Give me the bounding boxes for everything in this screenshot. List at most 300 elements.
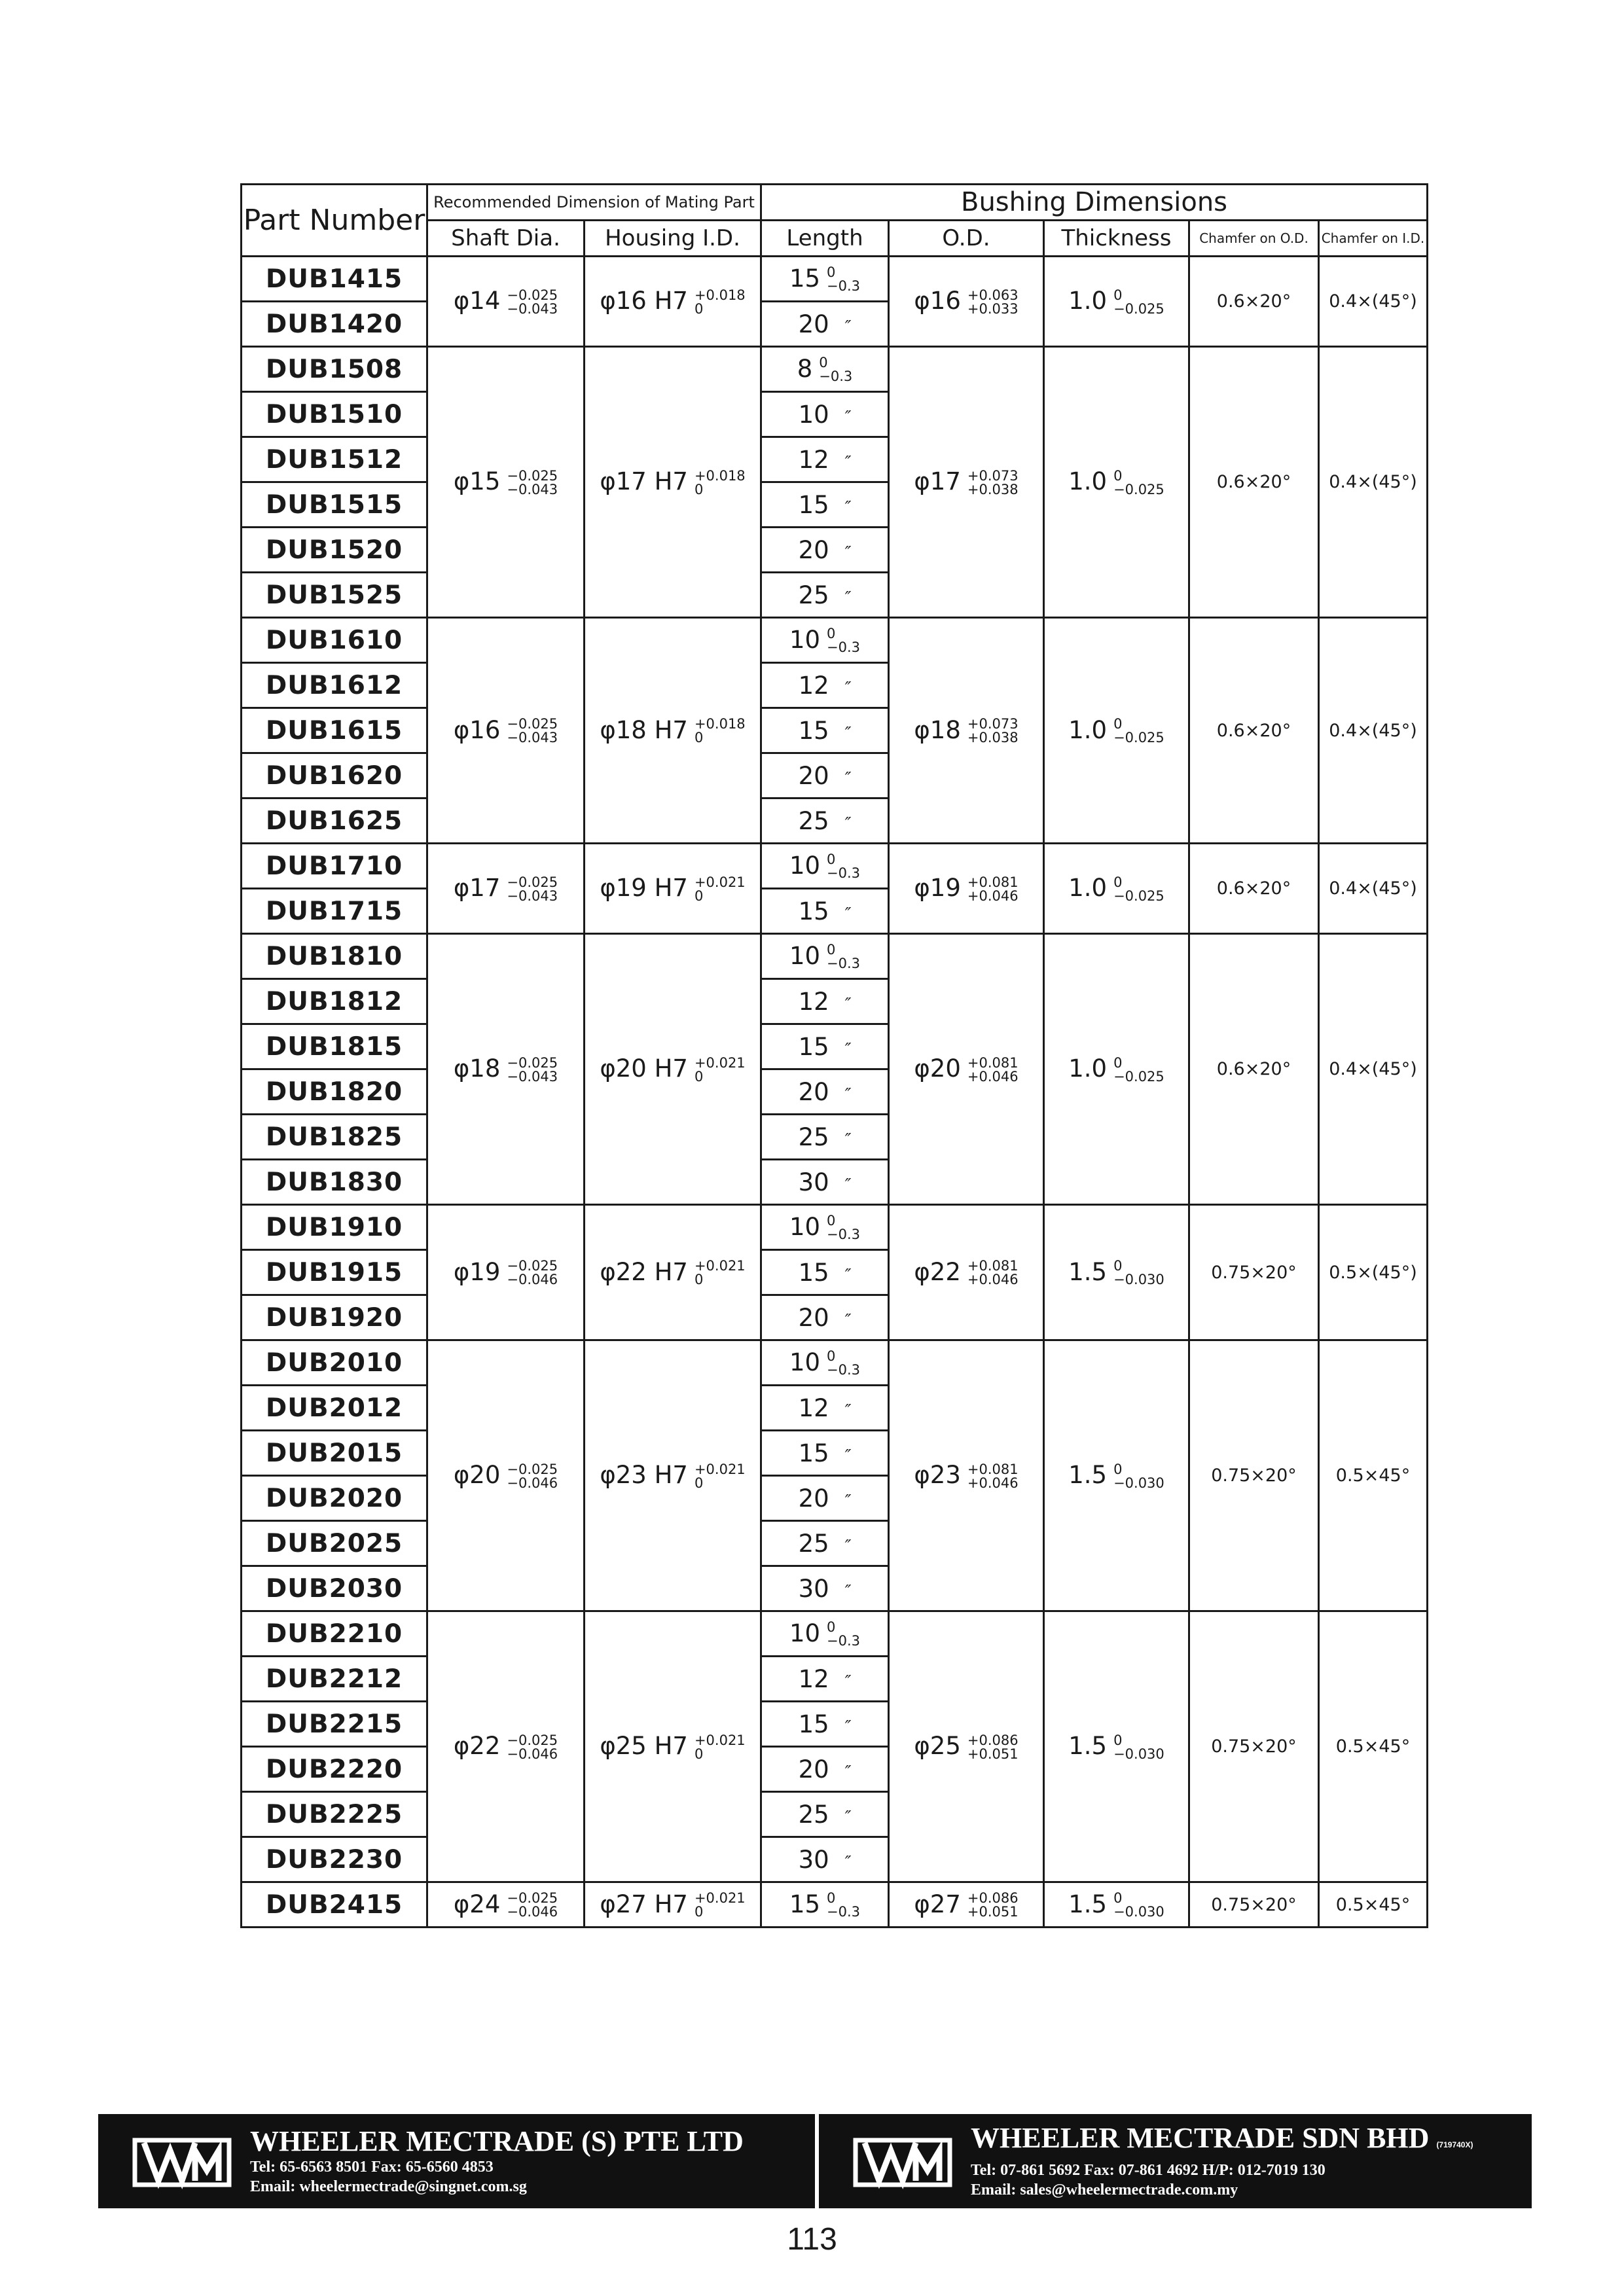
shaft-dia-tol-upper: −0.025 [507,467,558,484]
length-cell [761,1792,889,1837]
thickness-value: 1.0 [1068,287,1108,315]
part-number-cell: DUB1610 [242,618,427,663]
od-tol-lower: +0.046 [967,1068,1019,1085]
housing-id-value: φ27 H7 [600,1890,688,1918]
length-value: 30 [798,1168,829,1196]
footer-left-name: WHEELER MECTRADE (S) PTE LTD [250,2125,744,2157]
ditto-mark: ″ [844,1446,852,1466]
thickness-tolerance [1113,1056,1164,1084]
length-value: 25 [798,1122,829,1151]
length-value: 20 [798,1484,829,1513]
footer-left [98,2114,815,2208]
thickness-tol-upper: 0 [1113,716,1123,732]
header-thickness: Thickness [1044,221,1189,257]
length-cell [761,1250,889,1295]
length-value: 12 [798,1664,829,1693]
length-cell [761,1386,889,1431]
thickness-tolerance [1113,1892,1164,1919]
part-number-cell: DUB1812 [242,979,427,1024]
od-tol-lower: +0.046 [967,1272,1019,1288]
shaft-dia-value: φ16 [453,715,501,744]
length-cell [761,257,889,302]
shaft-dia-tolerance [507,1259,558,1287]
od-tol-lower: +0.046 [967,1475,1019,1491]
od-value: φ22 [914,1257,961,1286]
footer-right-phone: Tel: 07-861 5692 Fax: 07-861 4692 H/P: 012-7019 130 [971,2162,1326,2179]
length-tol-upper: 0 [827,852,836,868]
footer-left-email: Email: wheelermectrade@singnet.com.sg [250,2178,527,2195]
housing-id-tol-lower: 0 [694,1475,704,1491]
part-number-cell: DUB1510 [242,392,427,437]
length-value: 25 [798,806,829,835]
header-length: Length [761,221,889,257]
shaft-dia-tolerance [507,1463,558,1490]
length-cell [761,1837,889,1882]
housing-id-tol-upper: +0.021 [694,1054,746,1071]
length-tol-upper: 0 [827,1619,836,1636]
length-tol-lower: −0.3 [827,1633,861,1649]
od-value: φ18 [914,715,961,744]
housing-id-cell [585,1340,761,1611]
length-cell [761,1521,889,1566]
thickness-tol-upper: 0 [1113,1732,1123,1748]
od-tol-upper: +0.081 [967,1054,1019,1071]
thickness-value: 1.0 [1068,715,1108,744]
shaft-dia-tolerance [507,1892,558,1919]
length-value: 10 [789,1348,821,1376]
housing-id-tolerance [695,1734,746,1761]
table-row [242,347,1428,392]
length-cell [761,1747,889,1792]
table-row [242,1882,1428,1928]
housing-id-value: φ20 H7 [600,1054,688,1083]
ditto-mark: ″ [844,1852,852,1873]
thickness-tol-upper: 0 [1113,874,1123,890]
shaft-dia-tol-lower: −0.043 [507,300,558,317]
housing-id-cell [585,934,761,1205]
chamfer-od-cell: 0.6×20° [1189,257,1319,347]
part-number-cell: DUB1715 [242,889,427,934]
footer-right-email: Email: sales@wheelermectrade.com.my [971,2181,1238,2198]
od-tol-lower: +0.046 [967,888,1019,904]
ditto-mark: ″ [844,723,852,744]
length-value: 25 [798,1800,829,1829]
length-value: 20 [798,310,829,338]
shaft-dia-cell [427,257,585,347]
length-value: 10 [789,625,821,654]
length-cell [761,844,889,889]
thickness-tol-upper: 0 [1113,1258,1123,1274]
shaft-dia-cell [427,618,585,844]
shaft-dia-tol-lower: −0.046 [507,1904,558,1920]
shaft-dia-value: φ24 [453,1890,501,1918]
length-value: 10 [789,941,821,970]
part-number-cell: DUB1508 [242,347,427,392]
length-value: 15 [798,490,829,519]
ditto-mark: ″ [844,1717,852,1737]
part-number-cell: DUB1420 [242,302,427,347]
thickness-value: 1.5 [1068,1257,1108,1286]
housing-id-tol-lower: 0 [694,1746,704,1762]
length-value: 8 [797,354,813,383]
length-tolerance [827,1350,860,1377]
length-cell [761,392,889,437]
housing-id-tolerance [695,1259,746,1287]
housing-id-value: φ23 H7 [600,1461,688,1490]
chamfer-id-cell: 0.4×(45°) [1319,844,1428,934]
chamfer-id-cell: 0.5×45° [1319,1340,1428,1611]
ditto-mark: ″ [844,1130,852,1150]
length-tol-upper: 0 [819,355,828,371]
thickness-tol-lower: −0.030 [1113,1746,1164,1762]
length-cell [761,302,889,347]
thickness-cell [1044,1611,1189,1882]
shaft-dia-value: φ19 [453,1257,501,1286]
thickness-tol-lower: −0.025 [1113,1068,1164,1085]
chamfer-id-cell: 0.4×(45°) [1319,618,1428,844]
shaft-dia-cell [427,1611,585,1882]
part-number-cell: DUB1830 [242,1160,427,1205]
table-row [242,934,1428,979]
ditto-mark: ″ [844,1085,852,1105]
thickness-tol-upper: 0 [1113,1890,1123,1907]
housing-id-value: φ16 H7 [600,287,688,315]
ditto-mark: ″ [844,407,852,427]
chamfer-id-cell: 0.5×45° [1319,1611,1428,1882]
length-cell [761,753,889,798]
od-cell [889,1882,1044,1928]
header-recommended: Recommended Dimension of Mating Part [427,185,761,221]
part-number-cell: DUB1625 [242,798,427,844]
housing-id-cell [585,844,761,934]
shaft-dia-tol-upper: −0.025 [507,1461,558,1477]
thickness-tolerance [1113,876,1164,903]
shaft-dia-value: φ17 [453,874,501,903]
header-shaft-dia: Shaft Dia. [427,221,585,257]
chamfer-od-cell: 0.6×20° [1189,347,1319,618]
ditto-mark: ″ [844,678,852,698]
thickness-tol-upper: 0 [1113,287,1123,303]
od-tol-lower: +0.038 [967,481,1019,497]
thickness-tol-upper: 0 [1113,1461,1123,1477]
od-tol-lower: +0.038 [967,730,1019,746]
housing-id-tol-upper: +0.021 [694,1461,746,1477]
od-value: φ20 [914,1054,961,1083]
length-tolerance [827,266,860,293]
od-tolerance [967,876,1019,903]
length-tolerance [827,627,860,655]
thickness-cell [1044,1882,1189,1928]
thickness-tolerance [1113,1259,1164,1287]
thickness-value: 1.0 [1068,874,1108,903]
length-value: 15 [798,1710,829,1738]
part-number-cell: DUB2025 [242,1521,427,1566]
part-number-cell: DUB2220 [242,1747,427,1792]
header-chamfer-id: Chamfer on I.D. [1319,221,1428,257]
shaft-dia-value: φ14 [453,287,501,315]
ditto-mark: ″ [844,317,852,337]
housing-id-cell [585,1882,761,1928]
shaft-dia-tol-upper: −0.025 [507,1890,558,1907]
thickness-cell [1044,844,1189,934]
length-cell [761,1702,889,1747]
housing-id-tol-lower: 0 [694,730,704,746]
length-tol-lower: −0.3 [827,1904,861,1920]
length-cell [761,663,889,708]
length-tol-lower: −0.3 [827,865,861,882]
od-cell [889,1205,1044,1340]
length-cell [761,1205,889,1250]
length-tolerance [827,1892,860,1919]
od-tol-lower: +0.051 [967,1904,1019,1920]
shaft-dia-cell [427,1340,585,1611]
wm-logo-icon [130,2131,234,2191]
part-number-cell: DUB1710 [242,844,427,889]
chamfer-od-cell: 0.75×20° [1189,1611,1319,1882]
housing-id-tol-upper: +0.018 [694,716,746,732]
shaft-dia-cell [427,934,585,1205]
length-cell [761,1069,889,1115]
thickness-cell [1044,1340,1189,1611]
header-bushing: Bushing Dimensions [761,185,1428,221]
part-number-cell: DUB1810 [242,934,427,979]
length-cell [761,708,889,753]
shaft-dia-tol-lower: −0.046 [507,1746,558,1762]
thickness-cell [1044,618,1189,844]
length-value: 20 [798,1077,829,1106]
length-cell [761,1611,889,1657]
od-tolerance [967,1463,1019,1490]
thickness-cell [1044,347,1189,618]
length-cell [761,798,889,844]
od-tol-upper: +0.073 [967,467,1019,484]
housing-id-tol-lower: 0 [694,1068,704,1085]
housing-id-tol-lower: 0 [694,888,704,904]
ditto-mark: ″ [844,1807,852,1827]
od-cell [889,844,1044,934]
shaft-dia-tol-lower: −0.043 [507,888,558,904]
table-row [242,1340,1428,1386]
part-number-cell: DUB2225 [242,1792,427,1837]
thickness-tol-lower: −0.030 [1113,1272,1164,1288]
housing-id-tol-lower: 0 [694,1904,704,1920]
shaft-dia-tolerance [507,1734,558,1761]
thickness-tolerance [1113,717,1164,745]
length-value: 20 [798,1303,829,1332]
length-value: 15 [798,1258,829,1287]
part-number-cell: DUB2020 [242,1476,427,1521]
housing-id-cell [585,618,761,844]
footer-right-name: WHEELER MECTRADE SDN BHD [971,2122,1430,2154]
part-number-cell: DUB2212 [242,1657,427,1702]
thickness-tol-upper: 0 [1113,1054,1123,1071]
part-number-cell: DUB2415 [242,1882,427,1928]
shaft-dia-tol-upper: −0.025 [507,1732,558,1748]
length-value: 20 [798,761,829,790]
housing-id-tol-lower: 0 [694,481,704,497]
housing-id-tolerance [695,1463,746,1490]
ditto-mark: ″ [844,1581,852,1602]
chamfer-od-cell: 0.6×20° [1189,934,1319,1205]
ditto-mark: ″ [844,452,852,473]
length-cell [761,528,889,573]
part-number-cell: DUB1910 [242,1205,427,1250]
thickness-tol-lower: −0.030 [1113,1904,1164,1920]
length-cell [761,1024,889,1069]
shaft-dia-tol-upper: −0.025 [507,1258,558,1274]
length-tol-lower: −0.3 [827,278,861,295]
length-value: 12 [798,671,829,700]
part-number-cell: DUB1515 [242,482,427,528]
part-number-cell: DUB2210 [242,1611,427,1657]
part-number-cell: DUB1525 [242,573,427,618]
part-number-cell: DUB1920 [242,1295,427,1340]
ditto-mark: ″ [844,904,852,924]
od-tolerance [967,1259,1019,1287]
od-tolerance [967,1056,1019,1084]
thickness-tol-lower: −0.030 [1113,1475,1164,1491]
ditto-mark: ″ [844,814,852,834]
length-cell [761,1657,889,1702]
length-cell [761,1115,889,1160]
footer [98,2114,1532,2208]
housing-id-value: φ25 H7 [600,1732,688,1761]
ditto-mark: ″ [844,543,852,563]
shaft-dia-value: φ22 [453,1732,501,1761]
thickness-cell [1044,257,1189,347]
ditto-mark: ″ [844,1310,852,1331]
length-value: 15 [798,1439,829,1467]
od-cell [889,1340,1044,1611]
od-cell [889,618,1044,844]
part-number-cell: DUB1520 [242,528,427,573]
footer-right [815,2114,1532,2208]
ditto-mark: ″ [844,994,852,1014]
length-value: 30 [798,1845,829,1874]
part-number-cell: DUB1815 [242,1024,427,1069]
chamfer-id-cell: 0.4×(45°) [1319,347,1428,618]
chamfer-id-cell: 0.4×(45°) [1319,934,1428,1205]
part-number-cell: DUB1615 [242,708,427,753]
shaft-dia-value: φ20 [453,1461,501,1490]
part-number-cell: DUB2010 [242,1340,427,1386]
od-tol-upper: +0.073 [967,716,1019,732]
length-tol-upper: 0 [827,1890,836,1907]
thickness-tolerance [1113,289,1164,316]
shaft-dia-cell [427,1205,585,1340]
length-tol-upper: 0 [827,1213,836,1229]
shaft-dia-tolerance [507,876,558,903]
header-od: O.D. [889,221,1044,257]
length-cell [761,1476,889,1521]
table-row [242,1611,1428,1657]
housing-id-cell [585,1611,761,1882]
housing-id-tol-upper: +0.021 [694,874,746,890]
length-tolerance [827,1214,860,1242]
thickness-tolerance [1113,469,1164,497]
length-tol-lower: −0.3 [827,1227,861,1243]
shaft-dia-tolerance [507,717,558,745]
od-value: φ25 [914,1732,961,1761]
length-cell [761,1431,889,1476]
header-chamfer-od: Chamfer on O.D. [1189,221,1319,257]
length-value: 12 [798,1393,829,1422]
od-value: φ19 [914,874,961,903]
ditto-mark: ″ [844,1401,852,1421]
length-tol-lower: −0.3 [819,368,853,385]
length-tol-upper: 0 [827,626,836,642]
ditto-mark: ″ [844,1536,852,1556]
length-cell [761,437,889,482]
housing-id-tolerance [695,289,746,316]
shaft-dia-tolerance [507,469,558,497]
footer-right-reg: (719740X) [1436,2140,1473,2149]
part-number-cell: DUB2030 [242,1566,427,1611]
thickness-value: 1.5 [1068,1890,1108,1918]
shaft-dia-tol-lower: −0.043 [507,481,558,497]
shaft-dia-tol-upper: −0.025 [507,1054,558,1071]
housing-id-value: φ17 H7 [600,467,688,496]
shaft-dia-cell [427,1882,585,1928]
part-number-cell: DUB1825 [242,1115,427,1160]
length-value: 12 [798,987,829,1016]
thickness-tol-lower: −0.025 [1113,888,1164,904]
length-tolerance [827,943,860,971]
length-value: 25 [798,1529,829,1558]
shaft-dia-tol-lower: −0.046 [507,1272,558,1288]
housing-id-tolerance [695,1892,746,1919]
length-cell [761,573,889,618]
housing-id-tol-lower: 0 [694,1272,704,1288]
housing-id-cell [585,1205,761,1340]
length-tolerance [819,356,852,384]
od-tol-upper: +0.081 [967,1258,1019,1274]
length-tol-upper: 0 [827,1348,836,1365]
housing-id-tol-upper: +0.021 [694,1732,746,1748]
housing-id-tolerance [695,1056,746,1084]
housing-id-cell [585,347,761,618]
shaft-dia-tol-lower: −0.043 [507,1068,558,1085]
table-row [242,618,1428,663]
length-value: 20 [798,1755,829,1784]
chamfer-od-cell: 0.75×20° [1189,1882,1319,1928]
od-tolerance [967,1892,1019,1919]
part-number-cell: DUB1512 [242,437,427,482]
od-tol-upper: +0.081 [967,874,1019,890]
length-cell [761,482,889,528]
length-cell [761,1882,889,1928]
shaft-dia-tolerance [507,289,558,316]
chamfer-od-cell: 0.75×20° [1189,1340,1319,1611]
spec-table [240,183,1428,1928]
od-tol-lower: +0.051 [967,1746,1019,1762]
length-tol-lower: −0.3 [827,1362,861,1378]
housing-id-value: φ19 H7 [600,874,688,903]
part-number-cell: DUB1620 [242,753,427,798]
length-value: 25 [798,581,829,609]
od-value: φ16 [914,287,961,315]
od-tolerance [967,717,1019,745]
housing-id-tol-upper: +0.018 [694,467,746,484]
length-tolerance [827,853,860,880]
length-cell [761,889,889,934]
od-cell [889,1611,1044,1882]
part-number-cell: DUB2012 [242,1386,427,1431]
length-value: 15 [798,1032,829,1061]
thickness-cell [1044,934,1189,1205]
housing-id-value: φ18 H7 [600,715,688,744]
chamfer-od-cell: 0.6×20° [1189,618,1319,844]
